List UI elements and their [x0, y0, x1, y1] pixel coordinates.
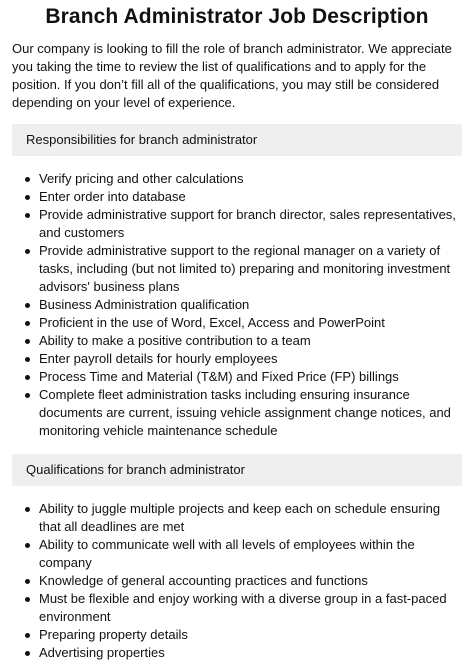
qualifications-header: Qualifications for branch administrator — [12, 454, 462, 486]
intro-paragraph: Our company is looking to fill the role of branch administrator. We appreciate you taking the time to review the list of qualifications and to apply for the position. If you don’t fill all of the qualifications, you may still be considered depending on your level of experience. — [12, 41, 452, 110]
list-item-text: Enter order into database — [39, 189, 186, 204]
list-item-text: Process Time and Material (T&M) and Fixed Price (FP) billings — [39, 369, 399, 384]
list-item — [12, 350, 462, 368]
list-item-text: Knowledge of general accounting practices and functions — [39, 573, 368, 588]
bullet-icon — [25, 507, 30, 512]
list-item — [12, 626, 462, 644]
bullet-icon — [25, 357, 30, 362]
bullet-icon — [25, 633, 30, 638]
bullet-icon — [25, 597, 30, 602]
responsibilities-header: Responsibilities for branch administrator — [12, 124, 462, 156]
list-item-text: Verify pricing and other calculations — [39, 171, 244, 186]
list-item-text: Business Administration qualification — [39, 297, 250, 312]
list-item-text: Ability to communicate well with all levels of employees within the company — [39, 537, 415, 570]
qualifications-list — [12, 500, 462, 662]
bullet-icon — [25, 177, 30, 182]
list-item — [12, 242, 462, 296]
responsibilities-list — [12, 170, 462, 440]
list-item — [12, 590, 462, 626]
list-item-text: Enter payroll details for hourly employees — [39, 351, 278, 366]
list-item-text: Ability to make a positive contribution to a team — [39, 333, 311, 348]
bullet-icon — [25, 303, 30, 308]
list-item-text: Advertising properties — [39, 645, 165, 660]
list-item — [12, 386, 462, 440]
bullet-icon — [25, 651, 30, 656]
list-item — [12, 572, 462, 590]
list-item — [12, 314, 462, 332]
list-item-text: Preparing property details — [39, 627, 188, 642]
list-item-text: Complete fleet administration tasks including ensuring insurance documents are current, issuing vehicle assignment change notices, and monitoring vehicle maintenance schedule — [39, 387, 451, 438]
list-item-text: Provide administrative support to the regional manager on a variety of tasks, including (but not limited to) preparing and monitoring investment advisors' business plans — [39, 243, 451, 294]
bullet-icon — [25, 213, 30, 218]
bullet-icon — [25, 393, 30, 398]
list-item — [12, 206, 462, 242]
list-item — [12, 170, 462, 188]
list-item-text: Ability to juggle multiple projects and keep each on schedule ensuring that all deadlines are met — [39, 501, 441, 534]
list-item — [12, 644, 462, 662]
bullet-icon — [25, 249, 30, 254]
list-item — [12, 500, 462, 536]
page-title: Branch Administrator Job Description — [45, 5, 429, 28]
bullet-icon — [25, 579, 30, 584]
bullet-icon — [25, 339, 30, 344]
list-item — [12, 188, 462, 206]
list-item — [12, 332, 462, 350]
bullet-icon — [25, 321, 30, 326]
bullet-icon — [25, 195, 30, 200]
list-item-text: Provide administrative support for branch director, sales representatives, and customers — [39, 207, 456, 240]
list-item-text: Must be flexible and enjoy working with a diverse group in a fast-paced environment — [39, 591, 447, 624]
list-item — [12, 536, 462, 572]
list-item-text: Proficient in the use of Word, Excel, Access and PowerPoint — [39, 315, 385, 330]
bullet-icon — [25, 375, 30, 380]
list-item — [12, 368, 462, 386]
bullet-icon — [25, 543, 30, 548]
list-item — [12, 296, 462, 314]
